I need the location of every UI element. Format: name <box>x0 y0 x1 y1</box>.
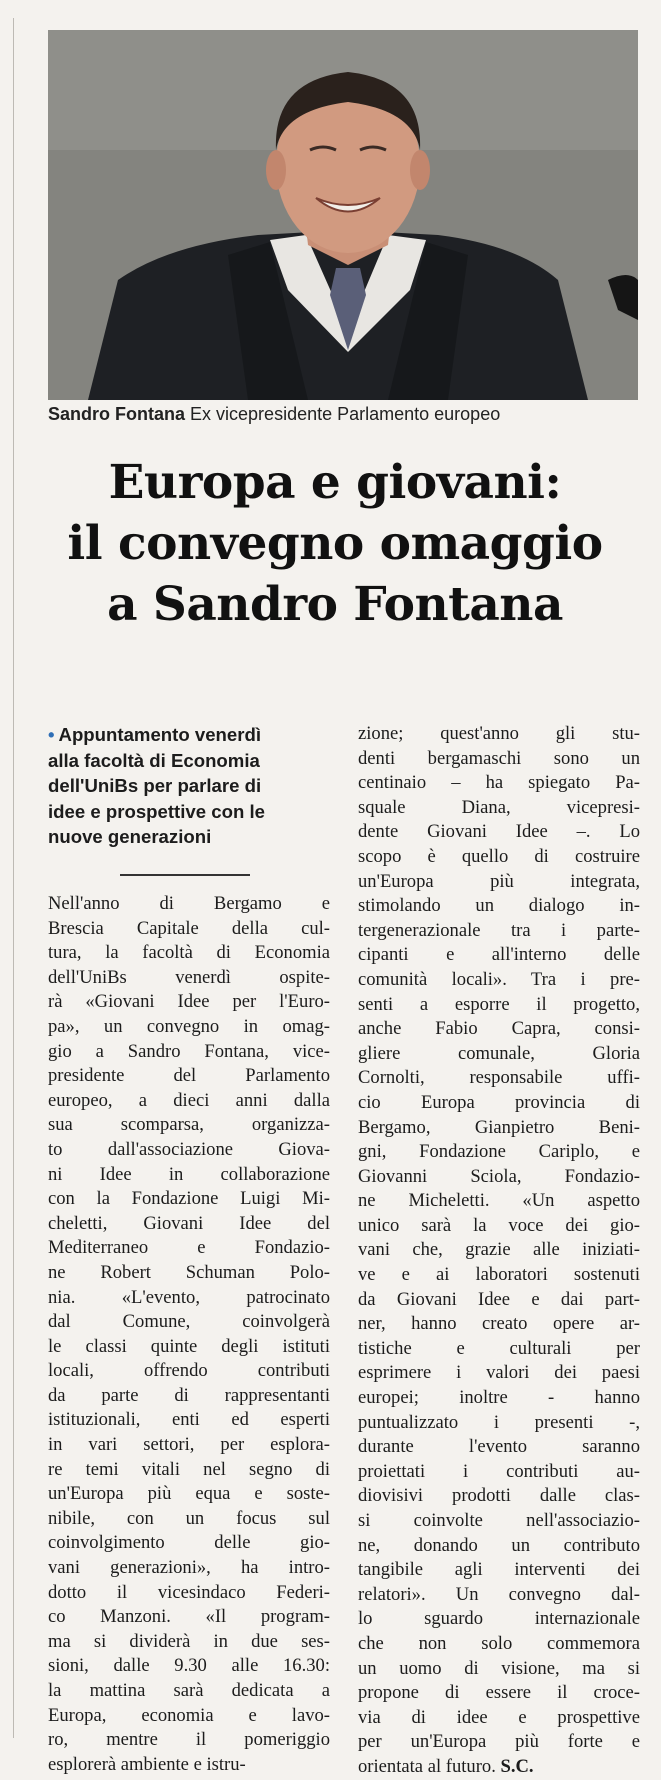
portrait-illustration <box>48 30 638 400</box>
body-line: propone di essere il croce- <box>358 1682 640 1704</box>
body-line: istituzionali, enti ed esperti <box>48 1409 330 1431</box>
body-line: cipanti e all'interno delle <box>358 944 640 966</box>
body-line: senti a esporre il progetto, <box>358 993 640 1015</box>
body-line: scopo è quello di costruire <box>358 845 640 867</box>
body-line: si coinvolte nell'associazio- <box>358 1510 640 1531</box>
body-line: sioni, dalle 9.30 alle 16.30: <box>48 1655 330 1677</box>
body-line: Brescia Capitale della cul- <box>48 917 330 939</box>
body-line: ner, hanno creato opere ar- <box>358 1313 640 1335</box>
body-line: re temi vitali nel segno di <box>48 1458 330 1480</box>
body-line: comunità locali». Tra i pre- <box>358 968 640 990</box>
body-line: tangibile agli interventi dei <box>358 1559 640 1581</box>
body-line: gni, Fondazione Cariplo, e <box>358 1141 640 1163</box>
summary-line: dell'UniBs per parlare di <box>48 775 262 796</box>
body-line: to dall'associazione Giova- <box>48 1138 330 1160</box>
body-line: in vari settori, per esplora- <box>48 1434 330 1456</box>
body-line: un'Europa più integrata, <box>358 870 640 892</box>
divider <box>120 874 250 876</box>
body-line: puntualizzato i presenti -, <box>358 1411 640 1433</box>
body-line: sua scomparsa, organizza- <box>48 1114 330 1136</box>
body-line: dente Giovani Idee –. Lo <box>358 821 640 843</box>
body-line: vani che, grazie alle iniziati- <box>358 1239 640 1261</box>
summary <box>48 722 330 850</box>
body-line: unico sarà la voce dei gio- <box>358 1214 640 1236</box>
photo-caption <box>48 404 648 425</box>
body-line: cheletti, Giovani Idee del <box>48 1212 330 1234</box>
body-line: da Giovani Idee e dai part- <box>358 1288 640 1310</box>
body-line: che non solo commemora <box>358 1632 640 1654</box>
body-line: ne Micheletti. «Un aspetto <box>358 1190 640 1212</box>
body-line: Cornolti, responsabile uffi- <box>358 1067 640 1089</box>
body-line: co Manzoni. «Il program- <box>48 1606 330 1628</box>
body-line: presidente del Parlamento <box>48 1065 330 1087</box>
body-line: un uomo di visione, ma si <box>358 1657 640 1679</box>
body-column-left <box>48 892 330 1777</box>
body-line: le classi quinte degli istituti <box>48 1335 330 1357</box>
column-rule <box>13 18 14 1738</box>
body-line: da parte di rappresentanti <box>48 1384 330 1406</box>
bullet: • <box>48 724 55 745</box>
body-line: nibile, con un focus sul <box>48 1507 330 1529</box>
body-line: per un'Europa più forte e <box>358 1731 640 1753</box>
body-line: relatori». Un convegno dal- <box>358 1583 640 1605</box>
body-line: Nell'anno di Bergamo e <box>48 893 330 914</box>
caption-role: Ex vicepresidente Parlamento europeo <box>190 404 501 424</box>
body-line: un'Europa più equa e soste- <box>48 1483 330 1505</box>
body-line: locali, offrendo contributi <box>48 1360 330 1382</box>
body-line: ni Idee in collaborazione <box>48 1163 330 1185</box>
body-line: ne Robert Schuman Polo- <box>48 1261 330 1283</box>
body-column-right <box>358 722 640 1780</box>
body-line: nia. «L'evento, patrocinato <box>48 1286 330 1308</box>
body-line: via di idee e prospettive <box>358 1706 640 1728</box>
body-line: zione; quest'anno gli stu- <box>358 723 640 744</box>
summary-line: idee e prospettive con le <box>48 800 265 822</box>
body-text: orientata al futuro. <box>358 1755 496 1777</box>
body-line: Mediterraneo e Fondazio- <box>48 1237 330 1259</box>
body-line: europeo, a dieci anni dalla <box>48 1089 330 1111</box>
body-line: anche Fabio Capra, consi- <box>358 1018 640 1040</box>
body-line: tergenerazionale tra i parte- <box>358 919 640 941</box>
body-line: gio a Sandro Fontana, vice- <box>48 1040 330 1062</box>
caption-name: Sandro Fontana <box>48 404 186 424</box>
body-line: denti bergamaschi sono un <box>358 747 640 769</box>
body-line: rà «Giovani Idee per l'Euro- <box>48 991 330 1013</box>
body-line: centinaio – ha spiegato Pa- <box>358 772 640 794</box>
summary-text: Appuntamento venerdì <box>58 724 261 745</box>
body-line: cio Europa provincia di <box>358 1091 640 1113</box>
body-line: Bergamo, Gianpietro Beni- <box>358 1116 640 1138</box>
body-line: ne, donando un contributo <box>358 1534 640 1556</box>
body-line: proiettati i contributi au- <box>358 1460 640 1482</box>
headline <box>30 452 640 635</box>
body-line: lo sguardo internazionale <box>358 1608 640 1630</box>
headline-line: il convegno omaggio <box>67 516 603 571</box>
headline-line: a Sandro Fontana <box>107 577 563 632</box>
body-line: stimolando un dialogo in- <box>358 895 640 917</box>
body-line: Europa, economia e lavo- <box>48 1704 330 1726</box>
body-line: Giovanni Sciola, Fondazio- <box>358 1165 640 1187</box>
body-line: squale Diana, vicepresi- <box>358 796 640 818</box>
body-line: la mattina sarà dedicata a <box>48 1680 330 1701</box>
body-line: diovisivi prodotti dalle clas- <box>358 1485 640 1507</box>
body-line: ro, mentre il pomeriggio <box>48 1729 330 1751</box>
body-line: tura, la facoltà di Economia <box>48 942 330 964</box>
body-line: dell'UniBs venerdì ospite- <box>48 966 330 988</box>
body-line: tistiche e culturali per <box>358 1337 640 1359</box>
summary-line: nuove generazioni <box>48 826 212 847</box>
body-line: pa», un convegno in omag- <box>48 1015 330 1037</box>
summary-line <box>48 722 330 748</box>
body-line: gliere comunale, Gloria <box>358 1042 640 1064</box>
body-line: durante l'evento saranno <box>358 1436 640 1458</box>
body-line: europei; inoltre - hanno <box>358 1387 640 1409</box>
portrait-photo <box>48 30 638 400</box>
body-line: ma si dividerà in due ses- <box>48 1630 330 1652</box>
body-line: dal Comune, coinvolgerà <box>48 1311 330 1333</box>
body-line: vani generazioni», ha intro- <box>48 1557 330 1579</box>
body-line: con la Fondazione Luigi Mi- <box>48 1188 330 1210</box>
body-line: ve e ai laboratori sostenuti <box>358 1264 640 1286</box>
author-signature: S.C. <box>500 1755 534 1777</box>
summary-line: alla facoltà di Economia <box>48 749 260 771</box>
body-line: coinvolgimento delle gio- <box>48 1532 330 1554</box>
body-line: dotto il vicesindaco Federi- <box>48 1581 330 1603</box>
body-line: esprimere i valori dei paesi <box>358 1362 640 1384</box>
body-line: esplorerà ambiente e istru- <box>48 1753 246 1775</box>
headline-line: Europa e giovani: <box>108 455 562 510</box>
